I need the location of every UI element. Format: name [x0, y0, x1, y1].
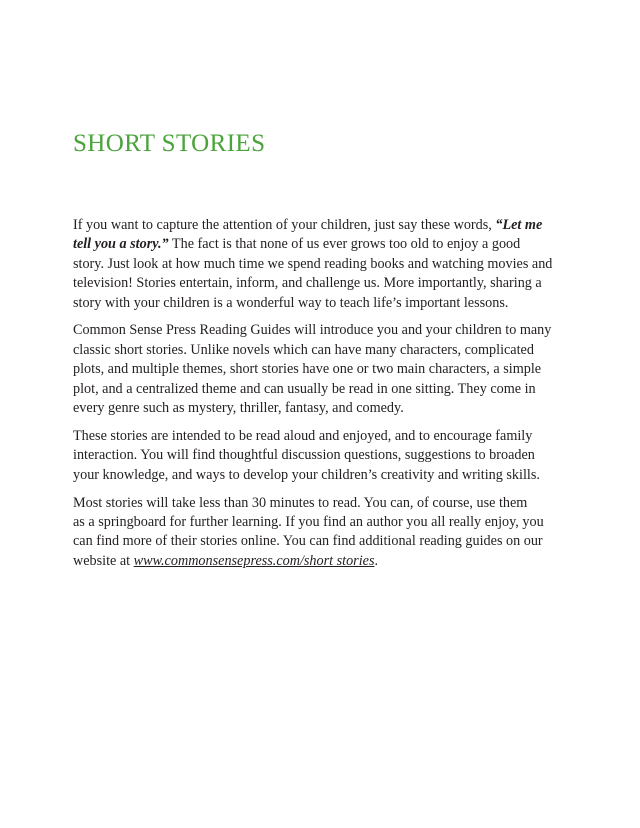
paragraph-line: as a springboard for further learning. If you find an author you all really enjoy, you — [73, 513, 544, 530]
paragraph-line — [73, 235, 573, 254]
paragraph-reading-time — [73, 494, 573, 572]
paragraph-line: story. Just look at how much time we spend reading books and watching movies and — [73, 255, 553, 272]
paragraph-reading-guides — [73, 321, 573, 418]
paragraph-intro — [73, 216, 573, 313]
paragraph-line: can find more of their stories online. You can find additional reading guides on our — [73, 533, 543, 550]
text-run: If you want to capture the attention of your children, just say these words, — [73, 217, 496, 233]
paragraph-line — [73, 552, 573, 571]
paragraph-line: plot, and a centralized theme and can usually be read in one sitting. They come in — [73, 380, 536, 397]
paragraph-line: Common Sense Press Reading Guides will introduce you and your children to many — [73, 322, 552, 339]
paragraph-line: plots, and multiple themes, short stories have one or two main characters, a simple — [73, 361, 542, 378]
paragraph-read-aloud — [73, 427, 573, 485]
emphasized-quote: tell you a story.” — [73, 236, 169, 253]
paragraph-line: your knowledge, and ways to develop your children’s creativity and writing skills. — [73, 466, 540, 483]
paragraph-line: These stories are intended to be read aloud and enjoyed, and to encourage family — [73, 427, 533, 444]
paragraph-line: story with your children is a wonderful way to teach life’s important lessons. — [73, 294, 509, 311]
paragraph-line: every genre such as mystery, thriller, fantasy, and comedy. — [73, 400, 404, 417]
text-run: The fact is that none of us ever grows too old to enjoy a good — [168, 236, 521, 253]
website-link[interactable]: www.commonsensepress.com/short stories — [133, 552, 375, 569]
paragraph-line — [73, 216, 573, 235]
paragraph-line: interaction. You will find thoughtful discussion questions, suggestions to broaden — [73, 447, 535, 464]
text-run: website at — [73, 552, 134, 569]
text-run: . — [374, 552, 379, 569]
page-title: SHORT STORIES — [73, 130, 266, 157]
paragraph-line: television! Stories entertain, inform, and challenge us. More importantly, sharing a — [73, 275, 542, 292]
body-text — [73, 216, 573, 580]
emphasized-quote: “Let me — [495, 217, 543, 233]
paragraph-line: classic short stories. Unlike novels which can have many characters, complicated — [73, 341, 534, 358]
paragraph-line: Most stories will take less than 30 minutes to read. You can, of course, use them — [73, 494, 528, 511]
